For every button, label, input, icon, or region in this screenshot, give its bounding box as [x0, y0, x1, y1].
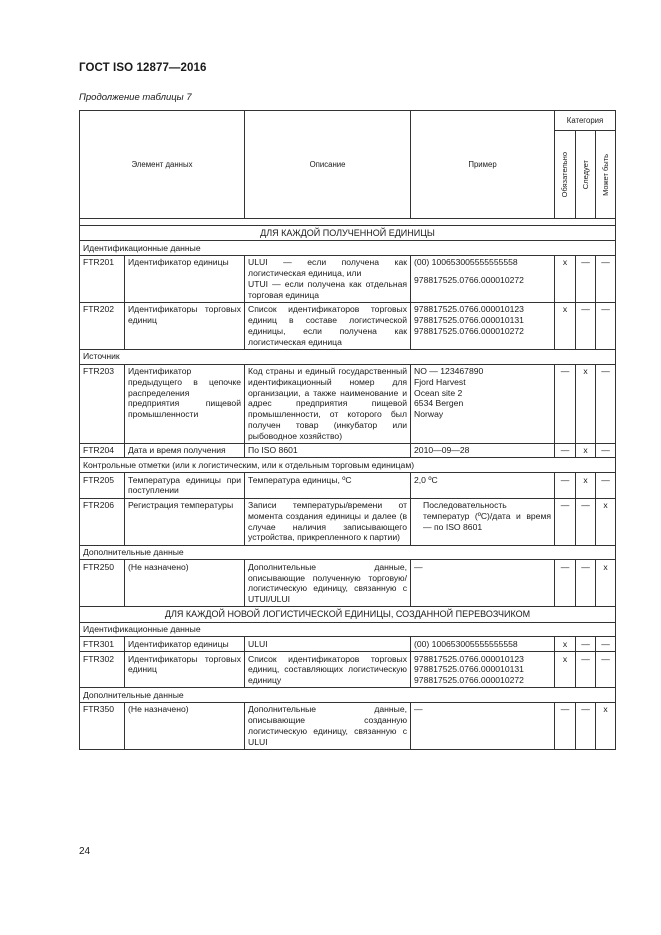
document-standard-title: ГОСТ ISO 12877—2016 — [79, 62, 207, 74]
row-should: x — [576, 364, 596, 443]
row-may: — — [596, 302, 616, 349]
row-may: — — [596, 364, 616, 443]
row-description: Температура единицы, ºС — [245, 473, 411, 498]
group-title-identification: Идентификационные данные — [80, 241, 616, 256]
group-title-additional: Дополнительные данные — [80, 545, 616, 560]
row-code: FTR250 — [80, 560, 125, 607]
row-should: — — [576, 498, 596, 545]
table-row — [80, 637, 616, 652]
row-element: Идентификатор предыдущего в цепочке распределения предприятия пищевой промышленности — [125, 364, 245, 443]
table-header-row — [80, 111, 616, 131]
row-element: (Не назначено) — [125, 560, 245, 607]
section-title-new-unit: ДЛЯ КАЖДОЙ НОВОЙ ЛОГИСТИЧЕСКОЙ ЕДИНИЦЫ, СОЗДАННОЙ ПЕРЕВОЗЧИКОМ — [80, 607, 616, 622]
row-example-line: Norway — [414, 409, 444, 420]
row-example: 2010—09—28 — [411, 443, 555, 458]
section-row — [80, 226, 616, 241]
row-should: — — [576, 302, 596, 349]
column-header-should: Следует — [576, 131, 596, 219]
row-example-line: Fjord Harvest — [414, 376, 466, 387]
section-title-received: ДЛЯ КАЖДОЙ ПОЛУЧЕННОЙ ЕДИНИЦЫ — [80, 226, 616, 241]
row-may: x — [596, 702, 616, 749]
row-example-line: 978817525.0766.000010272 — [414, 674, 524, 685]
row-description: Код страны и единый государственный идентификационный номер для организации, а также наименование и адрес предприятия пищевой промышленности, от которого был получен товар (инкубатор или рыбоводное хозяйство) — [245, 364, 411, 443]
row-element: Дата и время получения — [125, 443, 245, 458]
row-description: Дополнительные данные, описывающие полученную торговую/логистическую единицу, связанную с UTUI/ULUI — [245, 560, 411, 607]
data-elements-table — [79, 110, 616, 750]
row-may: x — [596, 498, 616, 545]
group-row — [80, 622, 616, 637]
row-may: — — [596, 443, 616, 458]
row-example — [411, 364, 555, 443]
row-example — [411, 302, 555, 349]
row-mandatory: — — [555, 443, 576, 458]
table-row — [80, 302, 616, 349]
row-example — [411, 255, 555, 302]
row-description: Дополнительные данные, описывающие созданную логистическую единицу, связанную с ULUI — [245, 702, 411, 749]
row-code: FTR202 — [80, 302, 125, 349]
row-mandatory: — — [555, 364, 576, 443]
row-example-line: NO — 123467890 — [414, 366, 484, 377]
row-should: x — [576, 443, 596, 458]
row-description: По ISO 8601 — [245, 443, 411, 458]
row-element: Идентификатор единицы — [125, 255, 245, 302]
group-row — [80, 458, 616, 473]
column-header-element: Элемент данных — [80, 111, 245, 219]
table-row — [80, 364, 616, 443]
row-code: FTR204 — [80, 443, 125, 458]
row-element: Идентификаторы торговых единиц — [125, 302, 245, 349]
table-spacer-row — [80, 219, 616, 226]
group-row — [80, 349, 616, 364]
row-code: FTR205 — [80, 473, 125, 498]
row-mandatory: x — [555, 255, 576, 302]
row-element: Идентификаторы торговых единиц — [125, 652, 245, 688]
row-example-line: 6534 Bergen — [414, 398, 464, 409]
row-example-line: (00) 100653005555555558 — [414, 638, 518, 649]
row-example: — — [411, 702, 555, 749]
row-may: — — [596, 652, 616, 688]
row-example-line: (00) 100653005555555558 — [414, 257, 518, 268]
row-example-line: 978817525.0766.000010123 — [414, 653, 524, 664]
row-should: — — [576, 702, 596, 749]
row-example: Последовательность температур (ºС)/дата и время — по ISO 8601 — [411, 498, 555, 545]
row-description-line: ULUI — если получена как логистическая единица, или — [248, 257, 408, 279]
row-element: Регистрация температуры — [125, 498, 245, 545]
row-may: — — [596, 255, 616, 302]
column-header-may: Может быть — [596, 131, 616, 219]
row-description-line: UTUI — если получена как отдельная торговая единица — [248, 278, 408, 300]
row-mandatory: — — [555, 473, 576, 498]
row-example — [411, 652, 555, 688]
row-element: Идентификатор единицы — [125, 637, 245, 652]
row-code: FTR302 — [80, 652, 125, 688]
row-code: FTR203 — [80, 364, 125, 443]
row-example: 2,0 ºС — [411, 473, 555, 498]
table-row — [80, 443, 616, 458]
group-row — [80, 241, 616, 256]
group-title-additional: Дополнительные данные — [80, 688, 616, 703]
row-example-line: 978817525.0766.000010272 — [414, 275, 524, 286]
table-row — [80, 560, 616, 607]
row-example — [411, 637, 555, 652]
row-example: — — [411, 560, 555, 607]
row-description: Список идентификаторов торговых единиц в составе логистической единицы, если получена как логистическая единица — [245, 302, 411, 349]
column-header-mandatory: Обязательно — [555, 131, 576, 219]
row-example-line: Ocean site 2 — [414, 387, 463, 398]
row-may: — — [596, 637, 616, 652]
row-description: ULUI — [245, 637, 411, 652]
row-description: Список идентификаторов торговых единиц, составляющих логистическую единицу — [245, 652, 411, 688]
row-should: x — [576, 473, 596, 498]
row-mandatory: x — [555, 637, 576, 652]
table-row — [80, 473, 616, 498]
row-should: — — [576, 637, 596, 652]
group-title-source: Источник — [80, 349, 616, 364]
column-header-description: Описание — [245, 111, 411, 219]
table-row — [80, 498, 616, 545]
row-mandatory: — — [555, 560, 576, 607]
row-code: FTR301 — [80, 637, 125, 652]
row-code: FTR201 — [80, 255, 125, 302]
row-example-line: 978817525.0766.000010272 — [414, 325, 524, 336]
table-row — [80, 702, 616, 749]
group-title-control: Контрольные отметки (или к логистическим, или к отдельным торговым единицам) — [80, 458, 616, 473]
row-element: Температура единицы при поступлении — [125, 473, 245, 498]
row-should: — — [576, 652, 596, 688]
row-may: x — [596, 560, 616, 607]
row-example-line: 978817525.0766.000010123 — [414, 304, 524, 315]
row-should: — — [576, 560, 596, 607]
row-should: — — [576, 255, 596, 302]
page-number: 24 — [79, 846, 91, 857]
row-element: (Не назначено) — [125, 702, 245, 749]
column-header-example: Пример — [411, 111, 555, 219]
table-row — [80, 255, 616, 302]
row-example-line: 978817525.0766.000010131 — [414, 664, 524, 675]
row-code: FTR206 — [80, 498, 125, 545]
row-mandatory: — — [555, 498, 576, 545]
group-row — [80, 545, 616, 560]
row-may: — — [596, 473, 616, 498]
group-title-identification: Идентификационные данные — [80, 622, 616, 637]
row-description: Записи температуры/времени от момента создания единицы и далее (в случае наличия записывающего устройства, прикрепленного к партии) — [245, 498, 411, 545]
row-mandatory: x — [555, 302, 576, 349]
row-description — [245, 255, 411, 302]
row-example-line: 978817525.0766.000010131 — [414, 315, 524, 326]
row-mandatory: — — [555, 702, 576, 749]
group-row — [80, 688, 616, 703]
row-mandatory: x — [555, 652, 576, 688]
table-caption: Продолжение таблицы 7 — [79, 92, 192, 103]
column-header-category: Категория — [555, 111, 616, 131]
row-code: FTR350 — [80, 702, 125, 749]
section-row — [80, 607, 616, 622]
table-row — [80, 652, 616, 688]
